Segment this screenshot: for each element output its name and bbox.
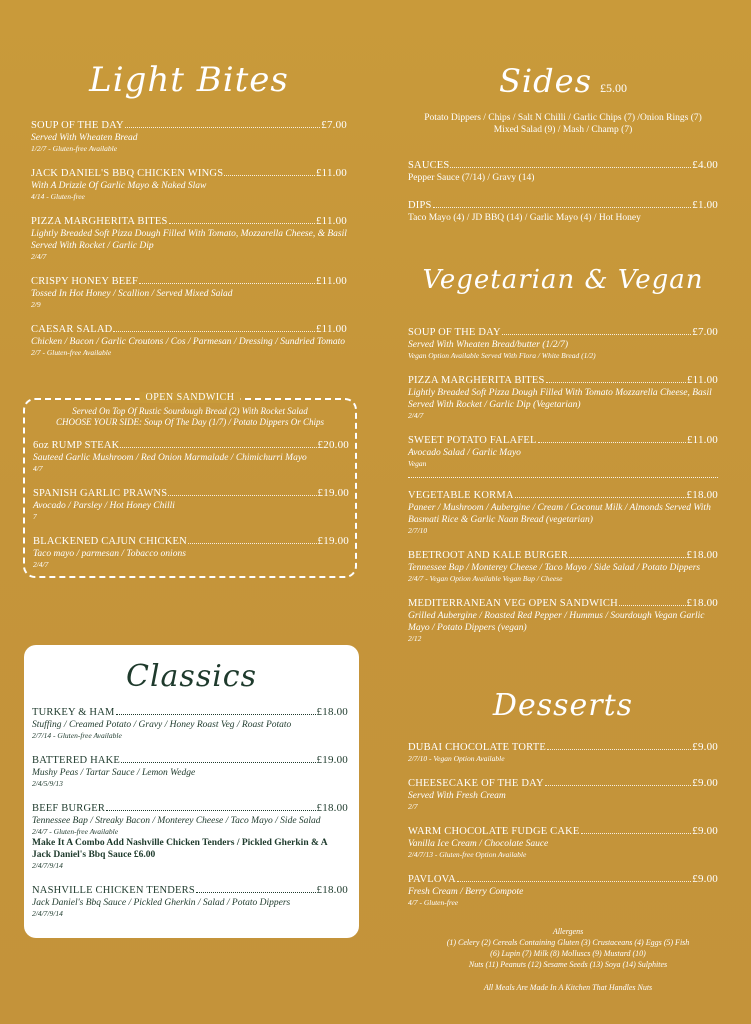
- item-price: £9.00: [692, 741, 718, 753]
- item-description: Taco mayo / parmesan / Tobacco onions: [33, 549, 186, 559]
- item-name: DIPS: [408, 200, 432, 211]
- menu-item-nashville-tenders: [32, 883, 348, 919]
- item-price: £11.00: [315, 167, 347, 179]
- combo-offer: Make It A Combo Add Nashville Chicken Tenders / Pickled Gherkin & A Jack Daniel's Bbq Sauce £6.00: [32, 838, 328, 860]
- item-name: PIZZA MARGHERITA BITES: [408, 375, 545, 386]
- item-description: Tossed In Hot Honey / Scallion / Served Mixed Salad: [31, 289, 233, 299]
- menu-item-korma: [408, 488, 718, 536]
- item-description: Lightly Breaded Soft Pizza Dough Filled With Tomato Mozzarella Cheese, Basil Served With Rocket / Garlic Dip (Vegetarian): [408, 388, 712, 410]
- item-description: Paneer / Mushroom / Aubergine / Cream / Coconut Milk / Almonds Served With Basmati Rice & Garlic Naan Bread (vegetarian): [408, 503, 711, 525]
- veg-section: [408, 265, 718, 313]
- menu-item-soup: [31, 118, 347, 154]
- item-allergens: 7: [33, 512, 37, 521]
- open-sandwich-side-choice: CHOOSE YOUR SIDE: Soup Of The Day (1/7) / Potato Dippers Or Chips: [56, 417, 324, 427]
- item-description: Fresh Cream / Berry Compote: [408, 887, 524, 897]
- item-description: Stuffing / Creamed Potato / Gravy / Honey Roast Veg / Roast Potato: [32, 720, 292, 730]
- item-description: Jack Daniel's Bbq Sauce / Pickled Gherkin / Salad / Potato Dippers: [32, 898, 291, 908]
- item-price: £4.00: [692, 159, 718, 171]
- desserts-list: [408, 740, 718, 920]
- item-allergens: 2/7/14 - Gluten-free Available: [32, 731, 122, 740]
- item-allergens: Vegan Option Available Served With Flora / White Bread (1/2): [408, 351, 596, 360]
- item-allergens: 2/12: [408, 634, 422, 643]
- veg-title: Vegetarian & Vegan: [422, 265, 704, 295]
- light-bites-section: [31, 60, 347, 108]
- item-name: DUBAI CHOCOLATE TORTE: [408, 742, 546, 753]
- item-name: MEDITERRANEAN VEG OPEN SANDWICH: [408, 598, 618, 609]
- item-description: Avocado Salad / Garlic Mayo: [408, 448, 521, 458]
- item-description: Vanilla Ice Cream / Chocolate Sauce: [408, 839, 549, 849]
- item-price: £1.00: [692, 199, 718, 211]
- item-price: £7.00: [321, 119, 347, 131]
- item-price: £19.00: [317, 535, 349, 547]
- item-name: SAUCES: [408, 160, 450, 171]
- divider: [408, 477, 718, 478]
- item-name: BEETROOT AND KALE BURGER: [408, 550, 569, 561]
- item-price: £11.00: [315, 215, 347, 227]
- item-name: BEEF BURGER: [32, 803, 106, 814]
- item-name: PIZZA MARGHERITA BITES: [31, 216, 168, 227]
- item-price: £18.00: [686, 597, 718, 609]
- item-price: £18.00: [686, 489, 718, 501]
- item-allergens: 2/4/7: [31, 252, 47, 261]
- item-name: SOUP OF THE DAY: [408, 327, 501, 338]
- item-description: With A Drizzle Of Garlic Mayo & Naked Slaw: [31, 181, 207, 191]
- allergens-line1: (1) Celery (2) Cereals Containing Gluten (3) Crustaceans (4) Eggs (5) Fish: [446, 938, 690, 947]
- menu-item-dips: [408, 198, 718, 224]
- menu-item-beetroot-burger: [408, 548, 718, 584]
- item-price: £9.00: [692, 873, 718, 885]
- item-name: VEGETABLE KORMA: [408, 490, 514, 501]
- item-price: £18.00: [316, 802, 348, 814]
- item-name: SPANISH GARLIC PRAWNS: [33, 488, 168, 499]
- item-price: £9.00: [692, 825, 718, 837]
- item-name: BLACKENED CAJUN CHICKEN: [33, 536, 187, 547]
- menu-item-dubai-torte: [408, 740, 718, 764]
- item-description: Sauteed Garlic Mushroom / Red Onion Marmalade / Chimichurri Mayo: [33, 453, 307, 463]
- sides-title: Sides: [499, 62, 592, 100]
- item-name: 6oz RUMP STEAK: [33, 440, 120, 451]
- item-allergens: 2/4/7/9/14: [32, 909, 63, 918]
- item-description: Tennessee Bap / Monterey Cheese / Taco Mayo / Side Salad / Potato Dippers: [408, 563, 701, 573]
- menu-item-med-veg-sandwich: [408, 596, 718, 644]
- open-sandwich-title: OPEN SANDWICH: [140, 392, 241, 403]
- combo-allergens: 2/4/7/9/14: [32, 861, 63, 870]
- classics-title: Classics: [125, 659, 258, 694]
- menu-item-wings: [31, 166, 347, 202]
- item-description: Lightly Breaded Soft Pizza Dough Filled With Tomato, Mozzarella Cheese, & Basil Served With Rocket / Garlic Dip: [31, 229, 347, 251]
- allergens-title: Allergens: [552, 927, 584, 936]
- item-price: £19.00: [316, 754, 348, 766]
- item-price: £18.00: [686, 549, 718, 561]
- item-allergens: 2/7/10 - Vegan Option Available: [408, 754, 505, 763]
- item-allergens: 2/4/7 - Vegan Option Available Vegan Bap / Cheese: [408, 574, 563, 583]
- item-price: £9.00: [692, 777, 718, 789]
- item-allergens: 2/7 - Gluten-free Available: [31, 348, 112, 357]
- item-price: £19.00: [317, 487, 349, 499]
- menu-item-veg-pizza-bites: [408, 373, 718, 421]
- menu-item-pizza-bites: [31, 214, 347, 262]
- item-allergens: Vegan: [408, 459, 427, 468]
- menu-item-fudge-cake: [408, 824, 718, 860]
- item-description: Served With Wheaten Bread/butter (1/2/7): [408, 340, 569, 350]
- item-price: £11.00: [315, 275, 347, 287]
- item-name: SWEET POTATO FALAFEL: [408, 435, 537, 446]
- sides-list-line2: Mixed Salad (9) / Mash / Champ (7): [493, 125, 633, 135]
- item-name: WARM CHOCOLATE FUDGE CAKE: [408, 826, 580, 837]
- desserts-section: [408, 688, 718, 732]
- item-name: NASHVILLE CHICKEN TENDERS: [32, 885, 195, 896]
- item-allergens: 4/7: [33, 464, 43, 473]
- item-allergens: 2/4/5/9/13: [32, 779, 63, 788]
- light-bites-list: [31, 118, 347, 370]
- allergens-line3: Nuts (11) Peanuts (12) Sesame Seeds (13) Soya (14) Sulphites: [468, 960, 668, 969]
- item-description: Pepper Sauce (7/14) / Gravy (14): [408, 173, 535, 183]
- menu-item-garlic-prawns: [33, 486, 349, 522]
- item-description: Served With Wheaten Bread: [31, 133, 138, 143]
- item-price: £20.00: [317, 439, 349, 451]
- menu-item-battered-hake: [32, 753, 348, 789]
- item-name: JACK DANIEL'S BBQ CHICKEN WINGS: [31, 168, 224, 179]
- item-name: CRISPY HONEY BEEF: [31, 276, 139, 287]
- item-price: £18.00: [316, 706, 348, 718]
- light-bites-title: Light Bites: [89, 60, 289, 100]
- item-name: PAVLOVA: [408, 874, 456, 885]
- item-price: £11.00: [686, 374, 718, 386]
- menu-item-honey-beef: [31, 274, 347, 310]
- allergens-line2: (6) Lupin (7) Milk (8) Molluscs (9) Mustard (10): [490, 949, 646, 958]
- menu-item-falafel: [408, 433, 718, 469]
- item-name: TURKEY & HAM: [32, 707, 115, 718]
- allergens-section: [408, 926, 728, 993]
- sides-section: [408, 62, 718, 236]
- item-allergens: 2/7: [408, 802, 418, 811]
- nuts-warning: All Meals Are Made In A Kitchen That Handles Nuts: [483, 983, 653, 992]
- menu-item-cajun-chicken: [33, 534, 349, 570]
- item-description: Tennessee Bap / Streaky Bacon / Monterey Cheese / Taco Mayo / Side Salad: [32, 816, 321, 826]
- item-description: Taco Mayo (4) / JD BBQ (14) / Garlic Mayo (4) / Hot Honey: [408, 213, 641, 223]
- veg-list: [408, 325, 718, 656]
- item-price: £11.00: [686, 434, 718, 446]
- sides-list-line1: Potato Dippers / Chips / Salt N Chilli / Garlic Chips (7) /Onion Rings (7): [424, 113, 702, 123]
- item-allergens: 2/4/7 - Gluten-free Available: [32, 827, 119, 836]
- item-allergens: 4/7 - Gluten-free: [408, 898, 459, 907]
- item-description: Grilled Aubergine / Roasted Red Pepper / Hummus / Sourdough Vegan Garlic Mayo / Potato Dippers (vegan): [408, 611, 705, 633]
- item-allergens: 2/4/7/13 - Gluten-free Option Available: [408, 850, 527, 859]
- menu-item-caesar: [31, 322, 347, 358]
- item-description: Chicken / Bacon / Garlic Croutons / Cos / Parmesan / Dressing / Sundried Tomato: [31, 337, 346, 347]
- item-description: Avocado / Parsley / Hot Honey Chilli: [33, 501, 175, 511]
- item-description: Served With Fresh Cream: [408, 791, 506, 801]
- open-sandwich-intro: Served On Top Of Rustic Sourdough Bread (2) With Rocket Salad: [72, 406, 308, 416]
- menu-item-pavlova: [408, 872, 718, 908]
- item-price: £11.00: [315, 323, 347, 335]
- open-sandwich-box: [23, 392, 357, 578]
- item-allergens: 2/4/7: [408, 411, 424, 420]
- item-price: £7.00: [692, 326, 718, 338]
- menu-item-sauces: [408, 158, 718, 184]
- menu-item-veg-soup: [408, 325, 718, 361]
- item-allergens: 1/2/7 - Gluten-free Available: [31, 144, 118, 153]
- menu-item-rump-steak: [33, 438, 349, 474]
- item-price: £18.00: [316, 884, 348, 896]
- classics-card: [24, 645, 359, 938]
- sides-price: £5.00: [600, 81, 627, 95]
- item-allergens: 2/9: [31, 300, 41, 309]
- item-allergens: 2/4/7: [33, 560, 49, 569]
- item-allergens: 2/7/10: [408, 526, 428, 535]
- desserts-title: Desserts: [492, 688, 634, 723]
- menu-item-cheesecake: [408, 776, 718, 812]
- item-name: SOUP OF THE DAY: [31, 120, 124, 131]
- item-allergens: 4/14 - Gluten-free: [31, 192, 85, 201]
- item-name: CAESAR SALAD: [31, 324, 113, 335]
- item-description: Mushy Peas / Tartar Sauce / Lemon Wedge: [32, 768, 196, 778]
- menu-item-beef-burger: [32, 801, 348, 871]
- menu-item-turkey-ham: [32, 705, 348, 741]
- item-name: CHEESECAKE OF THE DAY: [408, 778, 544, 789]
- item-name: BATTERED HAKE: [32, 755, 121, 766]
